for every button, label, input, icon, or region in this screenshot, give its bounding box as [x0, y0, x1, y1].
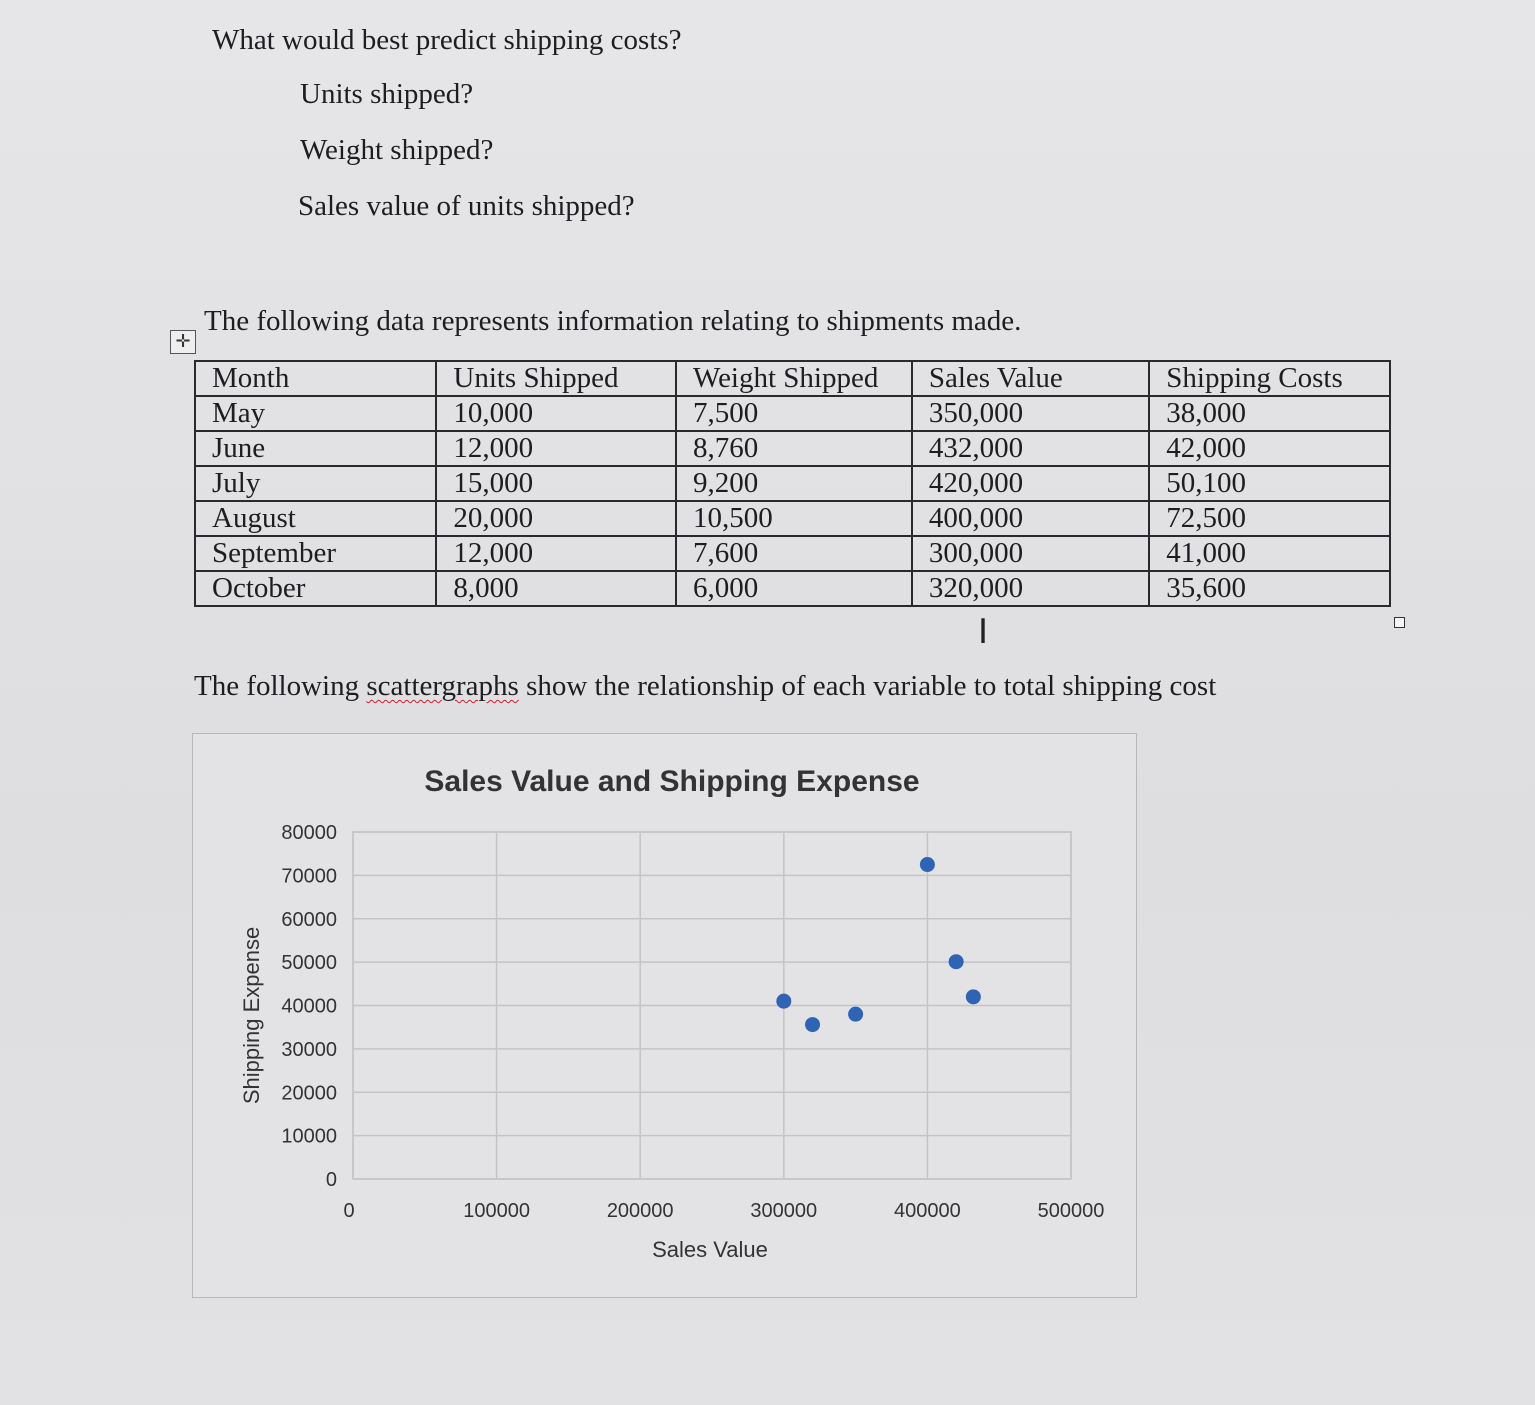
misspelled-word[interactable]: scattergraphs: [366, 670, 519, 702]
table-cell[interactable]: 7,500: [676, 396, 912, 431]
table-row: [195, 431, 1390, 466]
header-weight-shipped: Weight Shipped: [676, 361, 912, 396]
table-cell[interactable]: 8,760: [676, 431, 912, 466]
x-tick-label: 200000: [606, 1200, 674, 1222]
y-tick-label: 70000: [281, 865, 337, 888]
table-cell[interactable]: 420,000: [912, 466, 1149, 501]
table-cell[interactable]: 432,000: [912, 431, 1149, 466]
table-cell[interactable]: 10,000: [436, 396, 676, 431]
y-tick-label: 60000: [281, 908, 337, 931]
table-row: [195, 536, 1390, 571]
move-cross-icon[interactable]: ✛: [170, 330, 196, 354]
table-resize-handle[interactable]: [1394, 617, 1405, 628]
table-cell[interactable]: 35,600: [1149, 571, 1390, 606]
data-point: [848, 1007, 863, 1022]
table-row: [195, 571, 1390, 606]
table-cell[interactable]: 300,000: [912, 536, 1149, 571]
data-point: [776, 994, 791, 1009]
table-cell[interactable]: 9,200: [676, 466, 912, 501]
option-weight-shipped: Weight shipped?: [300, 134, 494, 166]
x-tick-label: 100000: [463, 1200, 530, 1222]
data-point: [920, 857, 935, 872]
table-cell[interactable]: 7,600: [676, 536, 912, 571]
table-row: [195, 396, 1390, 431]
table-cell[interactable]: October: [195, 571, 436, 606]
scatter-intro-before: The following: [194, 670, 367, 702]
table-header-row: [195, 361, 1390, 396]
header-sales-value: Sales Value: [912, 361, 1149, 396]
table-cell[interactable]: July: [195, 466, 436, 501]
data-point: [949, 954, 964, 969]
y-tick-label: 30000: [281, 1038, 337, 1061]
y-tick-label: 0: [325, 1169, 337, 1191]
table-cell[interactable]: 350,000: [912, 396, 1149, 431]
table-cell[interactable]: May: [195, 396, 436, 431]
table-cell[interactable]: 72,500: [1149, 501, 1390, 536]
question-title: What would best predict shipping costs?: [212, 24, 682, 56]
y-tick-label: 20000: [281, 1082, 337, 1105]
chart-container[interactable]: [192, 733, 1137, 1298]
table-cell[interactable]: 12,000: [436, 536, 676, 571]
table-cell[interactable]: 320,000: [912, 571, 1149, 606]
x-tick-label: 500000: [1037, 1200, 1105, 1222]
y-tick-label: 10000: [281, 1125, 337, 1148]
header-month: Month: [195, 361, 436, 396]
table-cell[interactable]: June: [195, 431, 436, 466]
header-units-shipped: Units Shipped: [436, 361, 676, 396]
table-cell[interactable]: 400,000: [912, 501, 1149, 536]
table-cell[interactable]: August: [195, 501, 436, 536]
scatter-chart: [193, 734, 1138, 1299]
y-tick-label: 40000: [281, 995, 337, 1018]
scatter-intro-text: [194, 670, 1216, 703]
data-intro-text: The following data represents information relating to shipments made.: [204, 305, 1022, 337]
chart-title: Sales Value and Shipping Expense: [424, 765, 920, 798]
header-shipping-costs: Shipping Costs: [1149, 361, 1390, 396]
table-cell[interactable]: 41,000: [1149, 536, 1390, 571]
table-cell[interactable]: 38,000: [1149, 396, 1390, 431]
text-cursor-icon: I: [978, 612, 989, 652]
x-tick-label: 400000: [894, 1200, 961, 1222]
option-sales-value: Sales value of units shipped?: [298, 190, 635, 222]
y-axis-label: Shipping Expense: [239, 926, 264, 1105]
option-units-shipped: Units shipped?: [300, 78, 474, 110]
table-row: [195, 466, 1390, 501]
data-point: [966, 989, 981, 1004]
table-cell[interactable]: 12,000: [436, 431, 676, 466]
data-point: [805, 1017, 820, 1032]
x-tick-label: 0: [343, 1200, 355, 1222]
table-cell[interactable]: 10,500: [676, 501, 912, 536]
shipments-table: [194, 360, 1391, 607]
table-cell[interactable]: 50,100: [1149, 466, 1390, 501]
scatter-intro-after: show the relationship of each variable to total shipping cost: [518, 670, 1217, 702]
y-tick-label: 80000: [281, 822, 337, 844]
table-cell[interactable]: 20,000: [436, 501, 676, 536]
x-tick-label: 300000: [750, 1200, 818, 1222]
table-cell[interactable]: 42,000: [1149, 431, 1390, 466]
table-cell[interactable]: 6,000: [676, 571, 912, 606]
table-cell[interactable]: 15,000: [436, 466, 676, 501]
table-cell[interactable]: September: [195, 536, 436, 571]
table-cell[interactable]: 8,000: [436, 571, 676, 606]
y-tick-label: 50000: [281, 952, 337, 975]
table-row: [195, 501, 1390, 536]
x-axis-label: Sales Value: [652, 1237, 768, 1262]
